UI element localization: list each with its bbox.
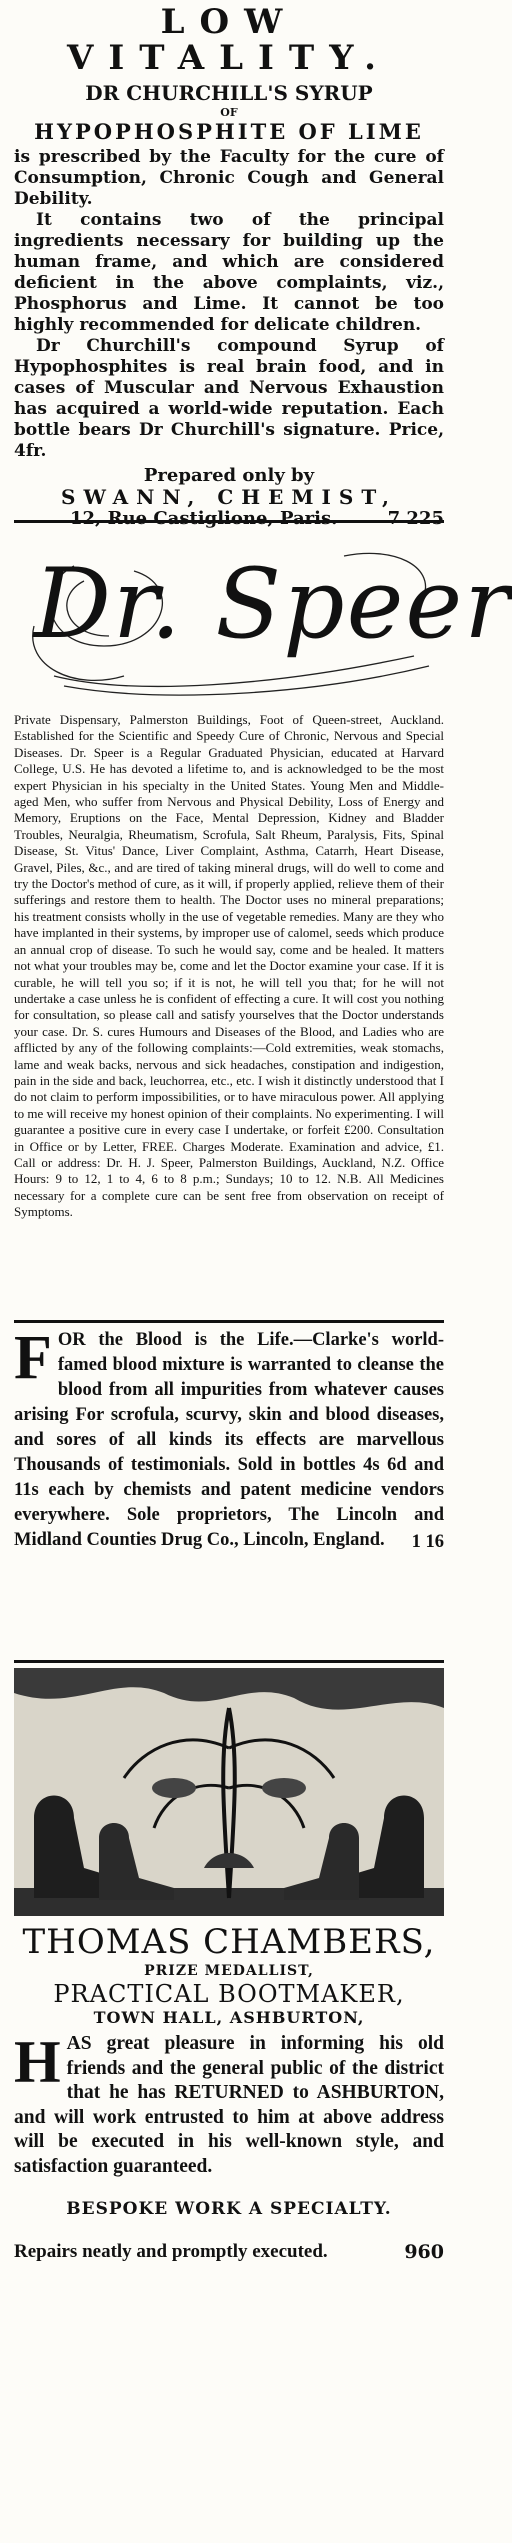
repairs-line: Repairs neatly and promptly executed. <box>14 2241 328 2262</box>
medallist-line: PRIZE MEDALLIST, <box>144 1963 314 1979</box>
speer-logo <box>14 526 512 706</box>
ad-ref-number: 7 225 <box>387 508 444 529</box>
ad-ref-number: 960 <box>404 2241 444 2263</box>
speer-body: Private Dispensary, Palmerston Buildings, Foot of Queen-street, Auckland. Established for the Scientific and Speedy Cure of Chronic, Nervous and Special Diseases. Dr. Speer is a Regular Graduated Physician, educated at Harvard College, U.S. He has devoted a lifetime to, and is acknowledged to be the most expert Physician in his specialty in the United States. Young Men and Middle-aged Men, who suffer from Nervous and Physical Debility, Loss of Energy and Memory, Eruptions on the Face, Mental Depression, Kidney and Bladder Troubles, Neuralgia, Rheumatism, Scrofula, Salt Rheum, Paralysis, Fits, Spinal Disease, St. Vitus' Dance, Liver Complaint, Asthma, Catarrh, Heart Disease, Gravel, Piles, &c., and are tired of taking mineral drugs, will do well to come and try the Doctor's method of cure, as it will, if properly applied, relieve them of their sufferings and restore them to health. The Doctor uses no mineral preparations; his treatment consists wholly in the use of vegetable remedies. Many are they who have implanted in their systems, by improper use of calomel, seeds which produce an annual crop of disease. To such he would say, come and be healed. It matters not what your troubles may be, come and let the Doctor examine your case. If it is curable, he will tell you so; if it is not, he will tell you that; for he will not undertake a case unless he is confident of effecting a cure. It will cost you nothing for consultation, so please call and satisfy yourselves that the Doctor understands your case. Dr. S. cures Humours and Diseases of the Blood, and Ladies who are afflicted by any of the following complaints:—Cold extremities, weak stomachs, lame and weak backs, nervous and sick headaches, constipation and indigestion, pain in the side and back, leuchorrea, etc., etc. I wish it distinctly understood that I do not claim to perform impossibilities, or to have miraculous power. All applying to me will receive my honest opinion of their complaints. No experimenting. I will guarantee a positive cure in every case I undertake, or forfeit £200. Consultation in Office or by Letter, FREE. Charges Moderate. Examination and advice, £1. Call or address: Dr. H. J. Speer, Palmerston Buildings, Auckland, N.Z. Office Hours: 9 to 12, 1 to 4, 6 to 8 p.m.; Sundays; 10 to 12. N.B. All Medicines necessary for a complete cure can be sent free from observation on receipt of Symptoms. <box>14 712 444 1220</box>
drop-cap: F <box>14 1324 52 1392</box>
chemist-name: SWANN, CHEMIST, <box>61 485 397 509</box>
para-brain-food: Dr Churchill's compound Syrup of Hypophosphites is real brain food, and in cases of Muscular and Nervous Exhaustion has acquired a world-wide reputation. Each bottle bears Dr Churchill's signature. Price, 4fr. <box>14 336 444 461</box>
ad-ref-number: 1 16 <box>411 1532 444 1552</box>
drop-cap: H <box>14 2029 61 2095</box>
prepared-by: Prepared only by <box>143 465 315 486</box>
of-word: OF <box>220 106 238 119</box>
ad-title: LOW VITALITY. <box>67 2 391 78</box>
proprietor-name: THOMAS CHAMBERS, <box>22 1922 436 1962</box>
speer-logo-text: Dr. Speer <box>34 548 512 660</box>
churchill-ad <box>14 4 444 530</box>
bootmaker-engraving <box>14 1668 444 1916</box>
divider <box>14 520 444 523</box>
boots-engraving-icon <box>14 1668 444 1916</box>
clarke-body: OR the Blood is the Life.—Clarke's world-famed blood mixture is warranted to cleanse the blood from all impurities from whatever causes arising For scrofula, scurvy, skin and blood diseases, and sores of all kinds its effects are marvellous Thousands of testimonials. Sold in bottles 4s 6d and 11s each by chemists and patent medicine vendors everywhere. Sole proprietors, The Lincoln and Midland Counties Drug Co., Lincoln, England. <box>14 1330 444 1550</box>
chambers-ad <box>14 1668 444 2267</box>
para-ingredients: It contains two of the principal ingredients necessary for building up the human frame, and which are considered deficient in the above complaints, viz., Phosphorus and Lime. It cannot be too highly recommended for delicate children. <box>14 210 444 335</box>
divider <box>14 1660 444 1663</box>
chemist-address: 12, Rue Castiglione, Paris. <box>70 508 338 529</box>
clarke-ad <box>14 1324 444 1555</box>
chambers-body-block <box>14 2029 444 2179</box>
trade-line: PRACTICAL BOOTMAKER, <box>53 1980 405 2008</box>
chambers-body: AS great pleasure in informing his old friends and the general public of the district that he has RETURNED to ASHBURTON, and will work entrusted to him at above address will be executed in his well-known style, and satisfaction guaranteed. <box>14 2033 444 2177</box>
speer-ad <box>14 526 512 1221</box>
product-name: HYPOPHOSPHITE OF LIME <box>34 119 424 144</box>
divider <box>14 1320 444 1323</box>
location-line: TOWN HALL, ASHBURTON, <box>93 2008 365 2027</box>
para-prescribed: is prescribed by the Faculty for the cure of Consumption, Chronic Cough and General Debility. <box>14 147 444 209</box>
brand-name: DR CHURCHILL'S SYRUP <box>85 81 373 105</box>
specialty-line: BESPOKE WORK A SPECIALTY. <box>66 2199 392 2219</box>
clarke-body-block <box>14 1324 444 1553</box>
